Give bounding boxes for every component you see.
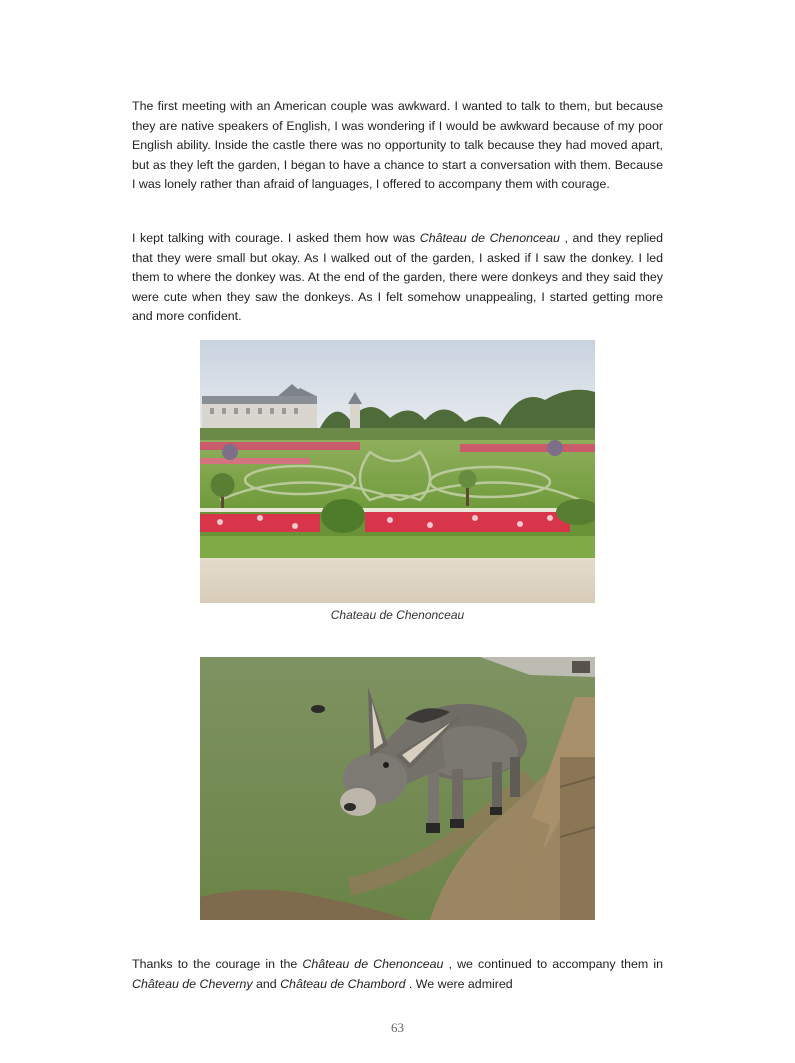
italic-place-name: Château de Chenonceau [302,957,444,971]
photo-chateau-de-chenonceau [200,340,595,603]
photo-donkey [200,657,595,920]
text-run: I kept talking with courage. I asked them how was [132,231,420,245]
text-run: Thanks to the courage in the [132,957,303,971]
text-run: . We were admired [405,976,513,991]
text-run: , we continued to accompany them in [443,957,663,971]
text-run: and [252,976,281,991]
paragraph-kept-talking [132,229,663,327]
italic-place-name: Château de Chenonceau [419,231,560,245]
page-number: 63 [391,1020,404,1035]
italic-place-name: Château de Cheverny [132,976,253,991]
text-run: , and they replied that they were small but okay. As I walked out of the garden, I asked if I saw the donkey. I led them to where the donkey was. At the end of the garden, there were donkeys and they said they were cute when they saw the donkeys. As I felt somehow unappealing, I started getting more and more confident. [132,231,663,324]
paragraph-thanks-to-courage [132,955,663,994]
italic-place-name: Château de Chambord [280,976,406,991]
figure-caption-chenonceau: Chateau de Chenonceau [330,608,465,622]
paragraph-first-meeting: The first meeting with an American couple was awkward. I wanted to talk to them, but because they are native speakers of English, I was wondering if I would be awkward because of my poor English ability. Inside the castle there was no opportunity to talk because they had moved apart, but as they left the garden, I began to have a chance to start a conversation with them. Because I was lonely rather than afraid of languages, I offered to accompany them with courage. [132,99,663,192]
